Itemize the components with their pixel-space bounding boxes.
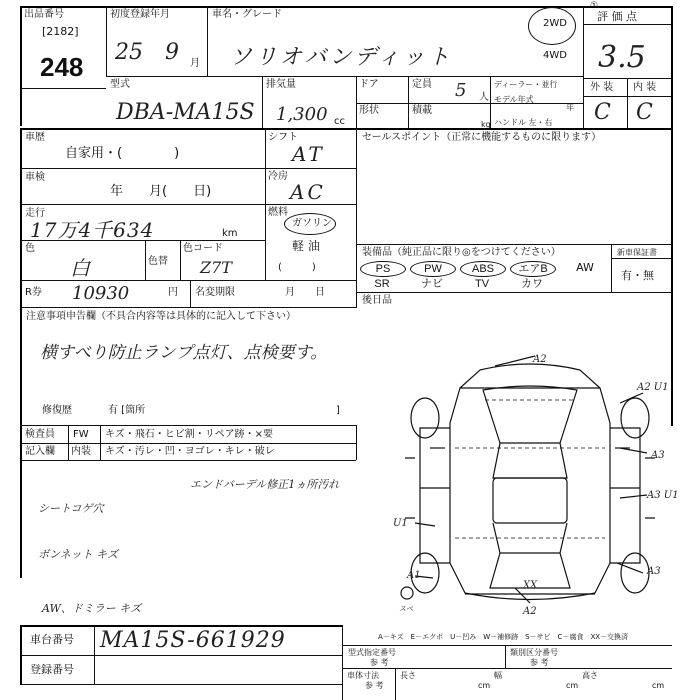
lot-number: 248 bbox=[40, 52, 84, 82]
capacity-unit: 人 bbox=[479, 92, 489, 103]
dealer-label: ディーラー・並行 bbox=[494, 80, 558, 89]
ext-label: 外 装 bbox=[590, 82, 614, 93]
type-label: 型式 bbox=[110, 79, 130, 90]
int-label: 内 装 bbox=[633, 82, 657, 93]
mark-right-4: A3 bbox=[647, 566, 661, 577]
chassis-value: MA15S-661929 bbox=[100, 628, 286, 653]
mark-left-2: A1 bbox=[407, 570, 421, 581]
equipment-row-2 bbox=[360, 277, 610, 293]
shift-value: AT bbox=[292, 142, 325, 166]
damage-legend: A－キズ E－エクボ U－凹み W－補修跡 S－サビ C－腐食 XX－交換済 bbox=[378, 633, 629, 641]
color-value: 白 bbox=[70, 256, 90, 280]
mark-bumper: スペ bbox=[399, 605, 413, 613]
aircon-value: AC bbox=[290, 180, 326, 204]
name-change-value: 月 日 bbox=[285, 287, 325, 298]
equipment-item: SR bbox=[374, 278, 390, 290]
equipment-item: AW bbox=[576, 261, 594, 274]
repair-value: 有 [箇所 bbox=[108, 405, 146, 416]
equipment-item: ナビ bbox=[421, 278, 443, 290]
mark-rear: XX bbox=[523, 580, 538, 591]
length-label: 長さ bbox=[400, 671, 416, 680]
size-ref: 参 考 bbox=[365, 681, 384, 690]
int-value: C bbox=[636, 100, 653, 125]
model-year-label: モデル年式 bbox=[494, 95, 534, 104]
disp-label: 排気量 bbox=[266, 79, 296, 90]
fuel-label: 燃料 bbox=[268, 207, 288, 218]
model-label: 車名・グレード bbox=[212, 9, 282, 20]
remark-1: エンドバーデル修正1ヵ所汚れ bbox=[190, 478, 340, 491]
warranty-label: 新車保証書 bbox=[617, 248, 657, 257]
equipment-label: 装備品（純正品に限り◎をつけてください） bbox=[362, 247, 561, 258]
notes-label: 注意事項申告欄（不具合内容等は具体的に記入して下さい） bbox=[26, 311, 296, 322]
mark-left-1: U1 bbox=[393, 518, 408, 529]
type-value: DBA-MA15S bbox=[116, 100, 255, 125]
width-label: 幅 bbox=[494, 671, 502, 680]
top-border bbox=[20, 6, 672, 8]
shift-label: シフト bbox=[268, 132, 298, 143]
load-label: 積載 bbox=[412, 105, 432, 116]
drive-4wd: 4WD bbox=[543, 50, 567, 61]
shape-label: 形状 bbox=[359, 105, 379, 116]
car-damage-diagram bbox=[385, 348, 679, 618]
chassis-label: 車台番号 bbox=[30, 633, 74, 646]
fuel-paren: ( ) bbox=[278, 262, 316, 273]
mileage-unit: km bbox=[222, 228, 238, 239]
mileage-label: 走行 bbox=[25, 208, 45, 219]
mileage-value: 17万4千634 bbox=[30, 218, 155, 242]
reg-month: 9 bbox=[165, 40, 179, 65]
reg-year: 25 bbox=[115, 40, 143, 65]
disp-value: 1,300 bbox=[276, 104, 328, 125]
inspector-row2-tag: 内装 bbox=[71, 446, 91, 457]
drive-2wd: 2WD bbox=[543, 18, 567, 29]
inspector-row1-tag: FW bbox=[73, 429, 89, 440]
rear-seat-label: 後日品 bbox=[362, 295, 392, 306]
inspector-label-2: 記入欄 bbox=[25, 446, 55, 457]
color-code-value: Z7T bbox=[200, 258, 232, 277]
width-unit: cm bbox=[566, 681, 579, 690]
aircon-label: 冷房 bbox=[268, 171, 288, 182]
repair-label: 修復歴 bbox=[42, 405, 72, 416]
remark-4: AW、ドミラー キズ bbox=[42, 602, 142, 615]
remark-3: ボンネット キズ bbox=[38, 548, 118, 561]
mark-right-2: A3 bbox=[651, 450, 665, 461]
door-label: ドア bbox=[359, 79, 379, 90]
warranty-value: 有・無 bbox=[621, 269, 654, 282]
spec-label: 型式指定番号 bbox=[348, 648, 396, 657]
equipment-item: エアB bbox=[510, 261, 556, 277]
class-label: 類別区分番号 bbox=[510, 648, 558, 657]
length-unit: cm bbox=[478, 681, 491, 690]
height-label: 高さ bbox=[582, 671, 598, 680]
reg-number-label: 登録番号 bbox=[30, 663, 74, 676]
capacity-label: 定員 bbox=[412, 79, 432, 90]
inspection-label: 車検 bbox=[25, 172, 45, 183]
color-code-label: 色コード bbox=[183, 243, 223, 254]
equipment-item: PW bbox=[410, 261, 456, 277]
recycle-value: 10930 bbox=[72, 283, 130, 304]
handle-label: ハンドル 左・右 bbox=[494, 118, 553, 127]
recycle-unit: 円 bbox=[168, 287, 178, 298]
month-unit: 月 bbox=[190, 58, 200, 69]
fuel-circle bbox=[284, 213, 336, 235]
remark-2: シートコゲ穴 bbox=[38, 502, 104, 515]
spec-ref: 参 考 bbox=[370, 658, 389, 667]
fuel-diesel: 軽 油 bbox=[292, 239, 320, 253]
mark-top: A2 bbox=[533, 354, 547, 365]
class-ref: 参 考 bbox=[530, 658, 549, 667]
grade-value: 3.5 bbox=[598, 40, 646, 75]
equipment-item: PS bbox=[360, 261, 406, 277]
size-label: 車体寸法 bbox=[347, 671, 379, 680]
lot-code: [2182] bbox=[42, 25, 79, 38]
recycle-label: R券 bbox=[25, 287, 42, 298]
repaint-label: 色替 bbox=[148, 256, 168, 267]
color-label: 色 bbox=[25, 243, 35, 254]
equipment-row-1 bbox=[360, 261, 610, 277]
year-unit: 年 bbox=[566, 103, 574, 112]
inspector-row2-text: キズ・汚レ・凹・ヨゴレ・キレ・破レ bbox=[105, 446, 275, 457]
history-value: 自家用・( ) bbox=[65, 146, 180, 161]
capacity-value: 5 bbox=[455, 80, 467, 101]
kg-unit: kg bbox=[481, 120, 491, 129]
fuel-gasoline: ガソリン bbox=[292, 218, 332, 229]
notes-value: 横すべり防止ランプ点灯、点検要す。 bbox=[40, 343, 328, 363]
inspection-value: 年 月( 日) bbox=[110, 184, 212, 199]
history-label: 車歴 bbox=[25, 132, 45, 143]
disp-unit: cc bbox=[334, 116, 345, 127]
equipment-item: カワ bbox=[521, 278, 543, 290]
drive-circle bbox=[528, 7, 576, 45]
grade-label: 評 価 点 bbox=[597, 10, 637, 23]
height-unit: cm bbox=[652, 681, 665, 690]
inspector-label-1: 検査員 bbox=[25, 429, 55, 440]
ext-value: C bbox=[594, 100, 611, 125]
selling-points-label: セールスポイント（正常に機能するものに限ります） bbox=[362, 132, 602, 143]
equipment-item: TV bbox=[474, 278, 490, 290]
left-border-top bbox=[20, 6, 22, 126]
inspector-row1-text: キズ・飛石・ヒビ割・リペア跡・×要 bbox=[105, 429, 273, 440]
mark-right-3: A3 U1 bbox=[647, 490, 679, 501]
model-value: ソリオバンディット bbox=[230, 45, 453, 70]
lot-label: 出品番号 bbox=[24, 9, 64, 20]
equipment-item: ABS bbox=[460, 261, 506, 277]
mark-right-1: A2 U1 bbox=[637, 382, 669, 393]
reg-label: 初度登録年月 bbox=[110, 9, 170, 20]
mark-bottom: A2 bbox=[523, 606, 537, 617]
repair-end: ] bbox=[336, 405, 340, 416]
name-change-label: 名変期限 bbox=[195, 287, 235, 298]
grade-corner: ① bbox=[590, 1, 599, 11]
